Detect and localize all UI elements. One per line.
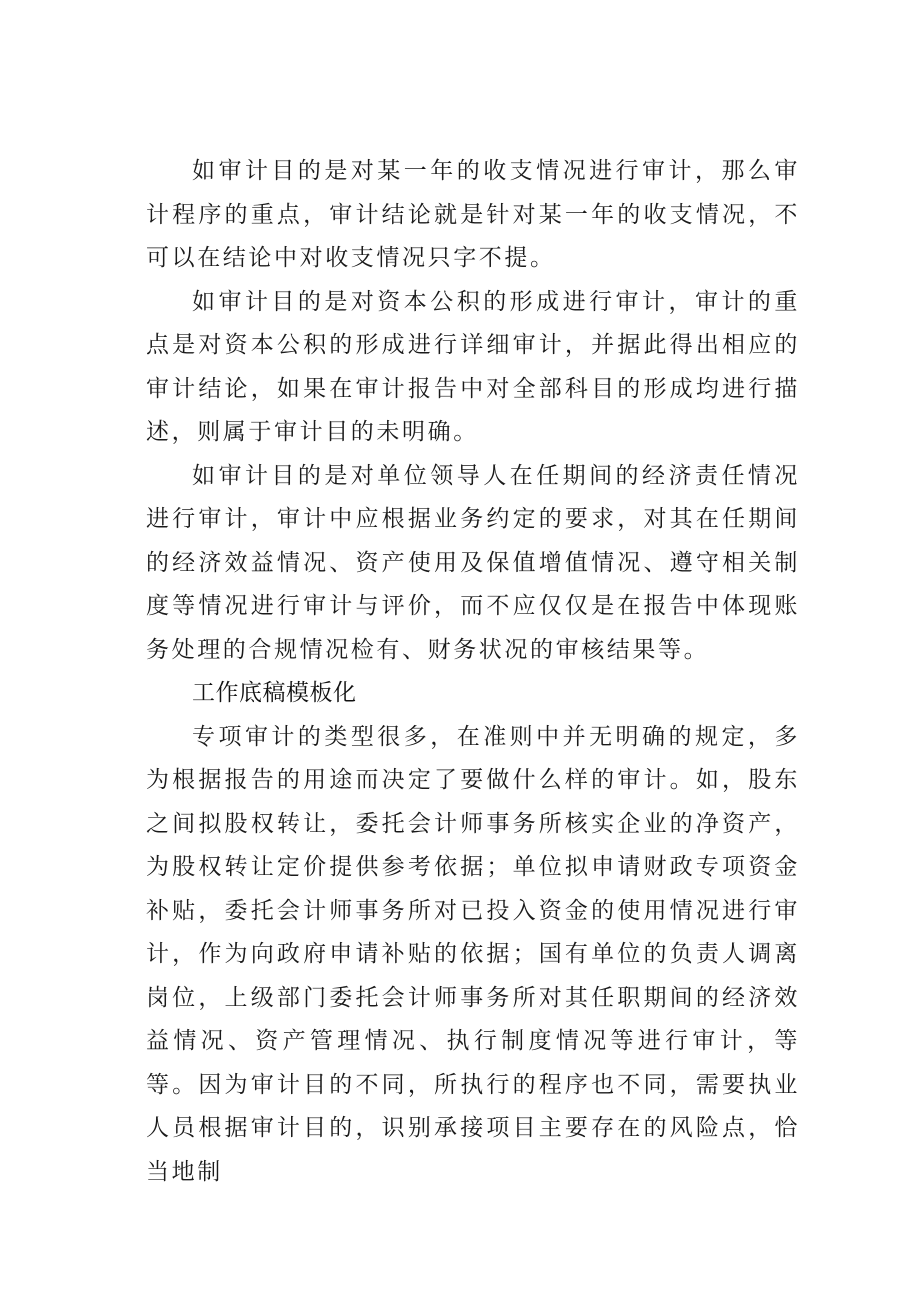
paragraph-special-audit-types: 专项审计的类型很多，在准则中并无明确的规定，多为根据报告的用途而决定了要做什么样的审计。如，股东之间拟股权转让，委托会计师事务所核实企业的净资产，为股权转让定价提供参考依据；单位拟申请财政专项资金补贴，委托会计师事务所对已投入资金的使用情况进行审计，作为向政府申请补贴的依据；国有单位的负责人调离岗位，上级部门委托会计师事务所对其任职期间的经济效益情况、资产管理情况、执行制度情况等进行审计，等等。因为审计目的不同，所执行的程序也不同，需要执业人员根据审计目的，识别承接项目主要存在的风险点，恰当地制 [146, 723, 800, 1185]
paragraph-leader-responsibility-audit: 如审计目的是对单位领导人在任期间的经济责任情况进行审计，审计中应根据业务约定的要求，对其在任期间的经济效益情况、资产使用及保值增值情况、遵守相关制度等情况进行审计与评价，而不应仅仅是在报告中体现账务处理的合规情况检有、财务状况的审核结果等。 [146, 462, 800, 663]
paragraph-income-expense-audit: 如审计目的是对某一年的收支情况进行审计，那么审计程序的重点，审计结论就是针对某一年的收支情况，不可以在结论中对收支情况只字不提。 [146, 158, 800, 271]
section-heading: 工作底稿模板化 [192, 680, 357, 706]
paragraph-capital-reserve-audit: 如审计目的是对资本公积的形成进行审计，审计的重点是对资本公积的形成进行详细审计，并据此得出相应的审计结论，如果在审计报告中对全部科目的形成均进行描述，则属于审计目的未明确。 [146, 288, 800, 445]
document-body [146, 150, 800, 1194]
